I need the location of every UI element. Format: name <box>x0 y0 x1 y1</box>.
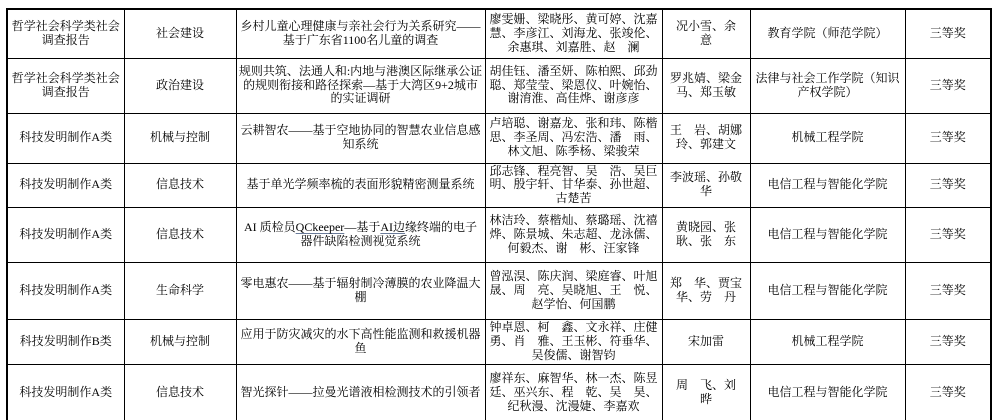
cell-project-title: 云耕智农——基于空地协同的智慧农业信息感知系统 <box>236 113 485 163</box>
table-row <box>7 364 991 420</box>
cell-college: 电信工程与智能化学院 <box>750 262 905 319</box>
cell-entry-category: 科技发明制作B类 <box>7 319 124 364</box>
table-row <box>7 207 991 262</box>
cell-advisors: 罗兆婧、梁金马、郑玉敏 <box>662 58 750 113</box>
cell-award-level: 三等奖 <box>905 163 991 207</box>
title-text: —基于 <box>344 220 381 235</box>
cell-entry-track: 信息技术 <box>124 207 236 262</box>
award-table <box>6 8 992 420</box>
cell-entry-track: 信息技术 <box>124 163 236 207</box>
cell-award-level: 三等奖 <box>905 319 991 364</box>
cell-team-members: 廖雯姗、梁晓彤、黄可婷、沈嘉慧、李彦江、刘海龙、张竣伦、余惠琪、刘嘉胜、赵 澜 <box>485 9 662 58</box>
cell-advisors: 况小雪、余 意 <box>662 9 750 58</box>
cell-project-title: 基于单光学频率梳的表面形貌精密测量系统 <box>236 163 485 207</box>
cell-project-title <box>236 207 485 262</box>
cell-team-members: 邱志锋、程亮智、吴 浩、吴巨明、殷宇轩、甘华泰、孙世超、古楚苦 <box>485 163 662 207</box>
cell-award-level: 三等奖 <box>905 262 991 319</box>
cell-project-title: 应用于防灾减灾的水下高性能监测和救援机器鱼 <box>236 319 485 364</box>
spellcheck-underlined-text: AI边 <box>380 220 405 235</box>
title-text: AI 质检员 <box>243 220 296 235</box>
cell-college: 机械工程学院 <box>750 113 905 163</box>
cell-entry-track: 机械与控制 <box>124 113 236 163</box>
cell-entry-track: 生命科学 <box>124 262 236 319</box>
cell-entry-track: 机械与控制 <box>124 319 236 364</box>
cell-entry-track: 信息技术 <box>124 364 236 420</box>
cell-award-level: 三等奖 <box>905 9 991 58</box>
table-row <box>7 58 991 113</box>
cell-team-members: 钟卓恩、柯 鑫、文永祥、庄健勇、肖 雅、王玉彬、符垂华、吴俊儒、谢智钧 <box>485 319 662 364</box>
cell-college: 电信工程与智能化学院 <box>750 163 905 207</box>
cell-award-level: 三等奖 <box>905 364 991 420</box>
cell-college: 电信工程与智能化学院 <box>750 364 905 420</box>
spellcheck-underlined-text: QCkeeper <box>295 220 345 235</box>
cell-project-title: 零电惠农——基于辐射制冷薄膜的农业降温大棚 <box>236 262 485 319</box>
cell-award-level: 三等奖 <box>905 207 991 262</box>
cell-entry-category: 科技发明制作A类 <box>7 364 124 420</box>
cell-advisors: 周 飞、刘 晔 <box>662 364 750 420</box>
cell-entry-category: 科技发明制作A类 <box>7 207 124 262</box>
table-row <box>7 319 991 364</box>
cell-team-members: 曾泓淏、陈庆润、梁庭睿、叶旭晟、周 亮、吴晓旭、王 悦、赵学怡、何国鹏 <box>485 262 662 319</box>
cell-award-level: 三等奖 <box>905 113 991 163</box>
table-row <box>7 262 991 319</box>
cell-entry-track: 社会建设 <box>124 9 236 58</box>
cell-award-level: 三等奖 <box>905 58 991 113</box>
cell-entry-category: 科技发明制作A类 <box>7 163 124 207</box>
title-text: 缘终端的电子器件缺陷检测视觉系统 <box>300 220 478 248</box>
table-row <box>7 113 991 163</box>
cell-advisors: 王 岩、胡娜玲、郭建文 <box>662 113 750 163</box>
cell-team-members: 廖祥东、麻智华、林一杰、陈昱廷、巫兴东、程 乾、吴 昊、纪秋漫、沈漫婕、李嘉欢 <box>485 364 662 420</box>
cell-college: 法律与社会工作学院（知识产权学院） <box>750 58 905 113</box>
cell-team-members: 胡佳钰、潘至妍、陈柏熙、邱劲聪、郑莹莹、梁恩仪、叶婉怡、谢淯淮、高佳烨、谢彦彦 <box>485 58 662 113</box>
cell-team-members: 卢培聪、谢嘉龙、张和玮、陈楷思、李圣周、冯宏浩、潘 雨、林文旭、陈季杨、梁骏荣 <box>485 113 662 163</box>
cell-team-members: 林洁玲、蔡楷灿、蔡璐瑶、沈禧烨、陈景城、朱志超、龙泳儒、何毅杰、谢 彬、汪家锋 <box>485 207 662 262</box>
cell-entry-category: 哲学社会科学类社会调查报告 <box>7 58 124 113</box>
table-row <box>7 9 991 58</box>
cell-advisors: 宋加雷 <box>662 319 750 364</box>
cell-college: 机械工程学院 <box>750 319 905 364</box>
cell-project-title: 规则共筑、法通人和:内地与港澳区际继承公证的规则衔接和路径探索—基于大湾区9+2城市的实证调研 <box>236 58 485 113</box>
cell-project-title: 乡村儿童心理健康与亲社会行为关系研究——基于广东省1100名儿童的调查 <box>236 9 485 58</box>
cell-entry-track: 政治建设 <box>124 58 236 113</box>
award-table-body <box>7 9 991 420</box>
cell-college: 电信工程与智能化学院 <box>750 207 905 262</box>
cell-college: 教育学院（师范学院） <box>750 9 905 58</box>
cell-advisors: 黄晓园、张 耿、张 东 <box>662 207 750 262</box>
cell-entry-category: 科技发明制作A类 <box>7 262 124 319</box>
cell-project-title: 智光探针——拉曼光谱液相检测技术的引领者 <box>236 364 485 420</box>
cell-advisors: 郑 华、贾宝华、劳 丹 <box>662 262 750 319</box>
cell-entry-category: 哲学社会科学类社会调查报告 <box>7 9 124 58</box>
cell-entry-category: 科技发明制作A类 <box>7 113 124 163</box>
cell-advisors: 李波瑶、孙敬华 <box>662 163 750 207</box>
table-row <box>7 163 991 207</box>
